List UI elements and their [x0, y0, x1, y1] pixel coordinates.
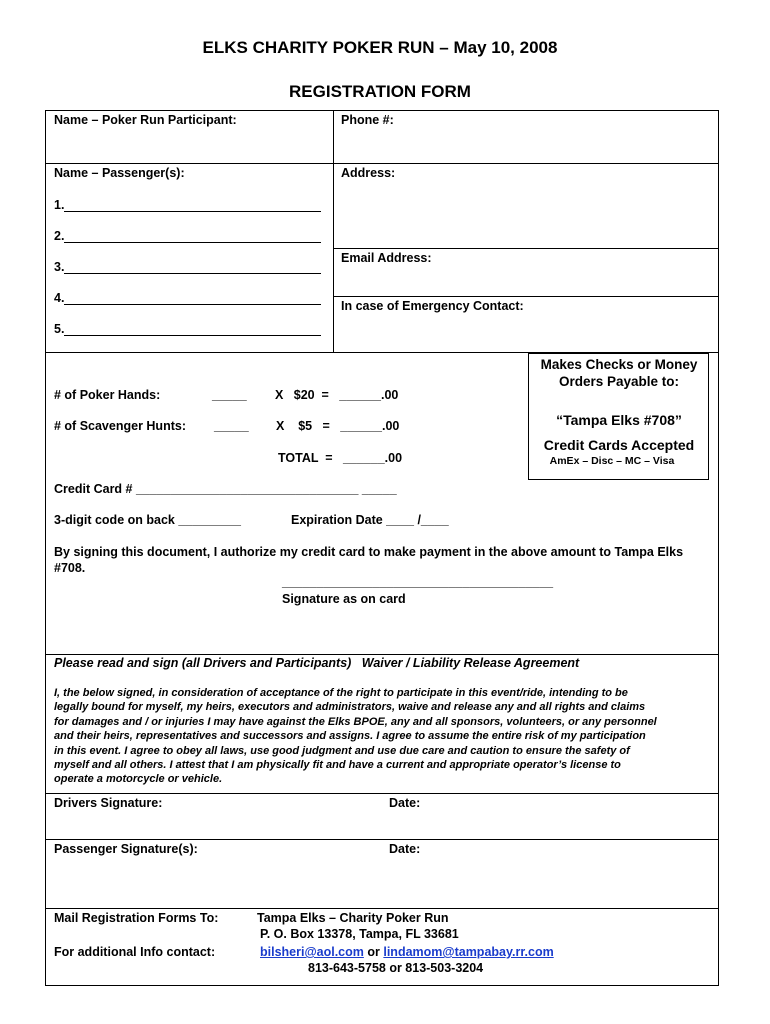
passenger-line-1[interactable] [64, 211, 321, 212]
credit-card-line[interactable]: Credit Card # ________________________________ _____ [54, 482, 397, 496]
contact-phones: 813-643-5758 or 813-503-3204 [308, 961, 484, 975]
mail-forms-label: Mail Registration Forms To: [54, 911, 219, 925]
passenger-line-5[interactable] [64, 335, 321, 336]
passenger-line-number: 3. [54, 260, 65, 274]
waiver-line: myself and all others. I attest that I am physically fit and have a current and appropriate operator’s license to [54, 759, 621, 772]
row-divider [45, 654, 719, 655]
email-link-lindamom[interactable]: lindamom@tampabay.rr.com [383, 945, 554, 959]
passenger-line-number: 5. [54, 322, 65, 336]
or-text: or [367, 945, 380, 959]
participant-name-label: Name – Poker Run Participant: [54, 113, 237, 127]
waiver-line: legally bound for myself, my heirs, executors and administrators, waive and release any and all rights and claims [54, 701, 646, 714]
card-signature-label: Signature as on card [282, 592, 406, 606]
passenger-line-4[interactable] [64, 304, 321, 305]
row-divider [45, 793, 719, 794]
passenger-name-label: Name – Passenger(s): [54, 166, 185, 180]
form-subtitle: REGISTRATION FORM [289, 82, 471, 101]
poker-hands-blank[interactable]: _____ [212, 388, 247, 402]
phone-label: Phone #: [341, 113, 394, 127]
address-label: Address: [341, 166, 396, 180]
waiver-line: and their heirs, representatives and successors and assigns. I agree to assume the entire risk of my participation [54, 730, 646, 743]
waiver-line: for damages and / or injuries I may have against the Elks BPOE, any and all sponsors, volunteers, or any personnel [54, 715, 657, 728]
card-signature-blank[interactable]: _______________________________________ [282, 575, 554, 589]
waiver-heading: Please read and sign (all Drivers and Participants) Waiver / Liability Release Agreement [54, 656, 580, 670]
row-divider [45, 163, 719, 164]
contact-emails [260, 945, 554, 959]
cards-accepted-list: AmEx – Disc – MC – Visa [549, 455, 675, 467]
row-divider [45, 908, 719, 909]
driver-date-label[interactable]: Date: [389, 796, 421, 810]
authorization-text: By signing this document, I authorize my credit card to make payment in the above amount to Tampa Elks #708. [54, 545, 684, 575]
emergency-contact-label: In case of Emergency Contact: [341, 299, 524, 313]
waiver-body [54, 686, 714, 787]
scavenger-hunts-label: # of Scavenger Hunts: [54, 419, 186, 433]
passenger-signature-label[interactable]: Passenger Signature(s): [54, 842, 198, 856]
email-link-bilsheri[interactable]: bilsheri@aol.com [260, 945, 364, 959]
payable-to-heading: Makes Checks or Money Orders Payable to: [540, 357, 698, 389]
email-label: Email Address: [341, 251, 432, 265]
passenger-line-2[interactable] [64, 242, 321, 243]
expiration-line[interactable]: Expiration Date ____ /____ [291, 513, 449, 527]
poker-hands-label: # of Poker Hands: [54, 388, 161, 402]
row-divider [45, 839, 719, 840]
mail-address-line1: Tampa Elks – Charity Poker Run [257, 911, 449, 925]
cards-accepted-heading: Credit Cards Accepted [543, 437, 695, 453]
passenger-date-label[interactable]: Date: [389, 842, 421, 856]
passenger-line-3[interactable] [64, 273, 321, 274]
security-code-line[interactable]: 3-digit code on back _________ [54, 513, 241, 527]
mail-address-line2: P. O. Box 13378, Tampa, FL 33681 [260, 927, 459, 941]
total-line[interactable]: TOTAL = ______.00 [278, 451, 403, 465]
info-contact-label: For additional Info contact: [54, 945, 216, 959]
poker-hands-calc[interactable]: X $20 = ______.00 [275, 388, 399, 402]
driver-signature-label[interactable]: Drivers Signature: [54, 796, 163, 810]
passenger-line-number: 1. [54, 198, 65, 212]
waiver-line: in this event. I agree to obey all laws, use good judgment and use due care and caution to ensure the safety of [54, 744, 630, 757]
scavenger-hunts-calc[interactable]: X $5 = ______.00 [276, 419, 400, 433]
passenger-line-number: 2. [54, 229, 65, 243]
column-divider [333, 110, 334, 353]
form-title: ELKS CHARITY POKER RUN – May 10, 2008 [202, 38, 558, 57]
waiver-line: operate a motorcycle or vehicle. [54, 773, 223, 786]
payee-name: “Tampa Elks #708” [556, 412, 682, 428]
passenger-line-number: 4. [54, 291, 65, 305]
scavenger-hunts-blank[interactable]: _____ [214, 419, 249, 433]
waiver-line: I, the below signed, in consideration of acceptance of the right to participate in this event/ride, intending to be [54, 687, 628, 699]
row-divider [333, 248, 719, 249]
row-divider [333, 296, 719, 297]
